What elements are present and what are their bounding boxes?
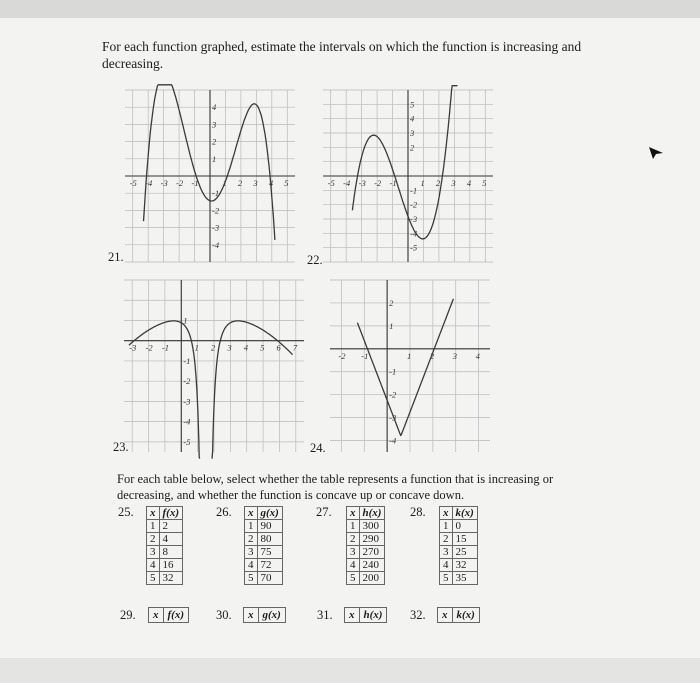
table-row (245, 533, 283, 546)
y-cell: 70 (257, 572, 282, 585)
problem-number-22: 22. (307, 253, 323, 267)
y-cell: 90 (257, 520, 282, 533)
x-tick-label: -2 (176, 178, 184, 188)
y-tick-label: -3 (410, 214, 418, 224)
table-28 (439, 506, 478, 585)
table-row (347, 559, 385, 572)
x-tick-label: 6 (276, 342, 281, 353)
table-30-header (243, 607, 286, 623)
y-tick-label: -1 (212, 188, 220, 199)
x-tick-label: 1 (420, 178, 425, 188)
y-tick-label: -2 (410, 199, 418, 210)
y-cell: 4 (159, 533, 183, 546)
table-row (440, 559, 478, 572)
x-cell: 5 (440, 572, 453, 585)
x-cell: 4 (440, 559, 453, 572)
function-curve (144, 85, 275, 240)
y-tick-label: -4 (389, 435, 397, 446)
problem-number-24: 24. (310, 441, 326, 455)
table-row (440, 533, 478, 546)
x-tick-label: -4 (145, 178, 153, 188)
top-band (0, 0, 700, 18)
table-row (245, 546, 283, 559)
table-29-y-header: f(x) (163, 608, 189, 623)
problem-number-31: 31. (317, 608, 333, 622)
x-tick-label: -2 (374, 178, 382, 188)
problem-number-23: 23. (113, 440, 129, 454)
problem-number-26: 26. (216, 505, 232, 519)
x-tick-label: 4 (243, 342, 248, 353)
table-29-header (148, 607, 189, 623)
table-28-y-header: k(x) (452, 507, 477, 520)
y-cell: 200 (359, 572, 385, 585)
x-cell: 3 (245, 546, 258, 559)
table-row (347, 546, 385, 559)
table-31-x-header: x (345, 608, 360, 623)
table-32-header (437, 607, 480, 623)
graph-21 (125, 90, 295, 262)
x-tick-label: 4 (268, 178, 274, 188)
problem-number-27: 27. (316, 505, 332, 519)
table-26 (244, 506, 283, 585)
problem-number-32: 32. (410, 608, 426, 622)
table-25-y-header: f(x) (159, 507, 183, 520)
y-tick-label: -2 (389, 389, 397, 400)
table-instructions: For each table below, select whether the table represents a function that is increasing or decreasing, and whether the function is concave up or concave down. (117, 472, 554, 502)
y-cell: 8 (159, 546, 183, 559)
y-tick-label: 1 (212, 153, 217, 164)
x-tick-label: 2 (435, 178, 441, 188)
y-tick-label: -1 (183, 355, 191, 366)
y-tick-label: -1 (410, 185, 418, 196)
y-cell: 0 (452, 520, 477, 533)
y-cell: 290 (359, 533, 385, 546)
y-tick-label: -4 (410, 228, 418, 239)
y-cell: 240 (359, 559, 385, 572)
y-tick-label: -1 (389, 366, 397, 377)
function-curve (212, 321, 293, 458)
y-tick-label: 1 (183, 315, 188, 326)
x-tick-label: -1 (191, 178, 199, 188)
y-tick-label: 2 (212, 136, 217, 147)
problem-number-25: 25. (118, 505, 134, 519)
table-row (147, 520, 183, 533)
table-31-header (344, 607, 387, 623)
x-cell: 1 (347, 520, 360, 533)
graph-22 (323, 90, 493, 262)
table-row (147, 546, 183, 559)
y-tick-label: -3 (212, 222, 220, 233)
y-tick-label: -5 (410, 242, 418, 253)
table-29-x-header: x (149, 608, 164, 623)
x-cell: 5 (147, 572, 160, 585)
x-tick-label: -5 (327, 178, 335, 188)
function-curve (357, 299, 453, 436)
y-cell: 72 (257, 559, 282, 572)
y-tick-label: -2 (212, 205, 220, 216)
table-31-y-header: h(x) (359, 608, 387, 623)
table-row (147, 572, 183, 585)
table-row (245, 572, 283, 585)
y-tick-label: 3 (410, 128, 415, 138)
x-tick-label: -1 (361, 350, 369, 361)
problem-number-29: 29. (120, 608, 136, 622)
table-row (245, 520, 283, 533)
x-tick-label: 3 (253, 178, 258, 188)
y-tick-label: 4 (410, 113, 415, 124)
table-row (440, 520, 478, 533)
x-cell: 2 (147, 533, 160, 546)
y-cell: 15 (452, 533, 477, 546)
table-row (347, 520, 385, 533)
x-cell: 4 (245, 559, 258, 572)
x-tick-label: 1 (222, 178, 227, 188)
x-tick-label: -3 (129, 342, 137, 353)
y-tick-label: -2 (183, 376, 191, 387)
x-tick-label: 7 (292, 342, 298, 353)
table-26-x-header: x (245, 507, 258, 520)
y-cell: 25 (452, 546, 477, 559)
x-cell: 4 (347, 559, 360, 572)
x-cell: 1 (440, 520, 453, 533)
table-row (245, 559, 283, 572)
x-cell: 2 (440, 533, 453, 546)
x-tick-label: 5 (482, 178, 487, 188)
x-tick-label: 4 (475, 350, 480, 361)
x-cell: 3 (440, 546, 453, 559)
y-tick-label: 2 (389, 297, 394, 308)
x-cell: 5 (245, 572, 258, 585)
x-tick-label: 3 (452, 350, 457, 361)
table-25 (146, 506, 183, 585)
y-cell: 300 (359, 520, 385, 533)
x-cell: 2 (245, 533, 258, 546)
x-tick-label: 3 (451, 178, 456, 188)
table-30-x-header: x (244, 608, 259, 623)
x-cell: 5 (347, 572, 360, 585)
problem-number-28: 28. (410, 505, 426, 519)
y-cell: 16 (159, 559, 183, 572)
y-tick-label: -3 (389, 412, 397, 423)
x-tick-label: -1 (161, 342, 170, 353)
y-tick-label: 3 (212, 119, 217, 130)
problem-number-21: 21. (108, 250, 124, 264)
x-tick-label: -2 (145, 342, 153, 353)
function-curve (352, 86, 457, 239)
table-26-y-header: g(x) (257, 507, 282, 520)
x-cell: 1 (147, 520, 160, 533)
y-cell: 270 (359, 546, 385, 559)
y-tick-label: 1 (389, 320, 394, 331)
y-tick-label: -4 (183, 416, 191, 427)
x-tick-label: 3 (227, 342, 232, 353)
table-32-x-header: x (438, 608, 453, 623)
problem-number-30: 30. (216, 608, 232, 622)
x-tick-label: 2 (211, 342, 216, 353)
table-28-x-header: x (440, 507, 453, 520)
grid (330, 280, 490, 452)
y-tick-label: -4 (212, 239, 220, 250)
table-25-x-header: x (147, 507, 160, 520)
grid (124, 280, 304, 452)
x-tick-label: -2 (338, 350, 346, 361)
table-32-y-header: k(x) (452, 608, 479, 623)
graph-24 (330, 280, 490, 452)
x-tick-label: 2 (237, 178, 243, 188)
x-cell: 3 (347, 546, 360, 559)
table-row (440, 546, 478, 559)
x-tick-label: 5 (284, 178, 289, 188)
x-cell: 3 (147, 546, 160, 559)
x-tick-label: -4 (343, 178, 351, 188)
y-tick-label: 5 (410, 99, 415, 110)
table-27 (346, 506, 385, 585)
x-tick-label: 1 (407, 350, 412, 361)
x-tick-label: -3 (358, 178, 366, 188)
table-30-y-header: g(x) (258, 608, 285, 623)
x-tick-label: 2 (429, 350, 435, 361)
y-tick-label: 4 (212, 102, 217, 113)
y-cell: 35 (452, 572, 477, 585)
x-tick-label: 1 (194, 342, 199, 353)
x-tick-label: -1 (389, 178, 397, 188)
y-tick-label: 2 (410, 142, 415, 153)
table-27-y-header: h(x) (359, 507, 385, 520)
table-row (147, 533, 183, 546)
x-tick-label: 4 (466, 178, 472, 188)
table-row (440, 572, 478, 585)
y-cell: 32 (452, 559, 477, 572)
graph-23 (124, 280, 304, 452)
x-cell: 1 (245, 520, 258, 533)
x-cell: 4 (147, 559, 160, 572)
graph-instructions: For each function graphed, estimate the intervals on which the function is increasing and decreasing. (102, 39, 582, 71)
y-cell: 32 (159, 572, 183, 585)
x-tick-label: -5 (129, 178, 137, 188)
table-27-x-header: x (347, 507, 360, 520)
x-cell: 2 (347, 533, 360, 546)
x-tick-label: -3 (160, 178, 168, 188)
table-row (147, 559, 183, 572)
table-row (347, 533, 385, 546)
y-cell: 2 (159, 520, 183, 533)
table-row (347, 572, 385, 585)
y-cell: 80 (257, 533, 282, 546)
y-cell: 75 (257, 546, 282, 559)
x-tick-label: 5 (260, 342, 265, 353)
mouse-pointer-icon (648, 146, 664, 160)
y-tick-label: -5 (183, 436, 191, 447)
y-tick-label: -3 (183, 396, 191, 407)
